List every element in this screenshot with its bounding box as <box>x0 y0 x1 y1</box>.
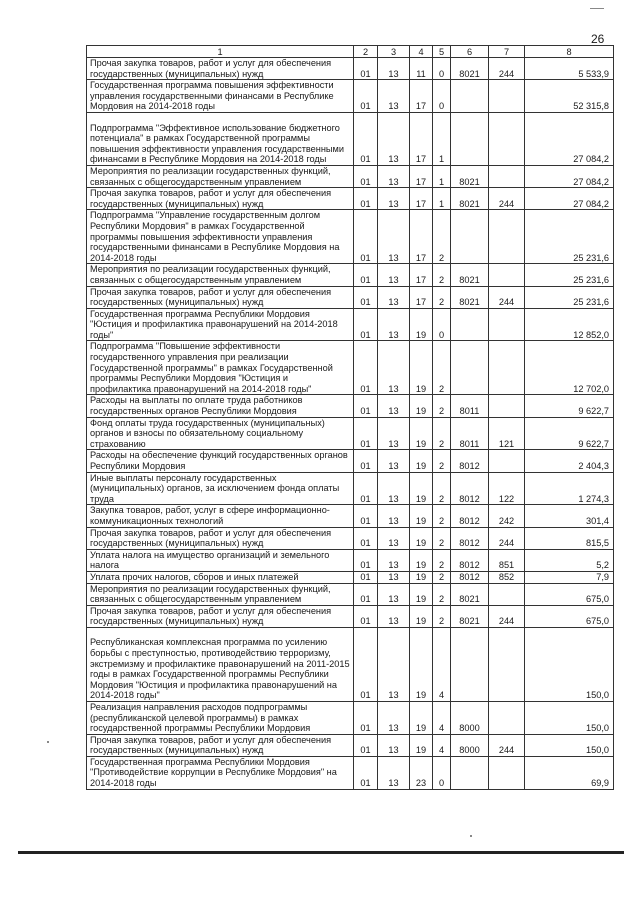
row-code-cell-4: 17 <box>410 188 433 210</box>
row-code-cell-5: 2 <box>433 472 451 505</box>
row-code-cell-7 <box>489 264 525 286</box>
header-col-8: 8 <box>525 46 614 58</box>
row-code-cell-4: 17 <box>410 112 433 165</box>
row-code-cell-5: 2 <box>433 395 451 417</box>
row-code-cell-6 <box>451 308 489 341</box>
row-code-cell-3: 13 <box>378 58 410 80</box>
row-code-cell-3: 13 <box>378 527 410 549</box>
row-code-cell-7: 242 <box>489 505 525 527</box>
row-amount-cell: 150,0 <box>525 701 614 734</box>
row-name-cell: Государственная программа Республики Мордовия "Юстиция и профилактика правонарушений на 2014-2018 годы" <box>87 308 354 341</box>
header-col-2: 2 <box>354 46 378 58</box>
header-col-1: 1 <box>87 46 354 58</box>
row-code-cell-3: 13 <box>378 165 410 187</box>
row-code-cell-3: 13 <box>378 505 410 527</box>
row-code-cell-4: 17 <box>410 80 433 113</box>
row-code-cell-2: 01 <box>354 58 378 80</box>
row-code-cell-4: 19 <box>410 417 433 450</box>
row-code-cell-3: 13 <box>378 286 410 308</box>
row-name-cell: Прочая закупка товаров, работ и услуг для обеспечения государственных (муниципальных) нужд <box>87 58 354 80</box>
row-code-cell-2: 01 <box>354 583 378 605</box>
row-code-cell-6: 8021 <box>451 188 489 210</box>
row-code-cell-3: 13 <box>378 112 410 165</box>
header-col-6: 6 <box>451 46 489 58</box>
row-name-cell: Закупка товаров, работ, услуг в сфере информационно-коммуникационных технологий <box>87 505 354 527</box>
scan-speck <box>590 8 604 9</box>
row-amount-cell: 675,0 <box>525 605 614 627</box>
row-name-cell: Прочая закупка товаров, работ и услуг для обеспечения государственных (муниципальных) нужд <box>87 527 354 549</box>
row-code-cell-2: 01 <box>354 571 378 583</box>
table-row <box>87 505 614 527</box>
row-code-cell-7: 851 <box>489 549 525 571</box>
row-amount-cell: 25 231,6 <box>525 264 614 286</box>
row-code-cell-2: 01 <box>354 549 378 571</box>
row-code-cell-6: 8000 <box>451 734 489 756</box>
row-code-cell-7 <box>489 756 525 789</box>
row-code-cell-6: 8011 <box>451 395 489 417</box>
row-code-cell-3: 13 <box>378 341 410 395</box>
row-code-cell-2: 01 <box>354 395 378 417</box>
row-code-cell-4: 17 <box>410 264 433 286</box>
row-code-cell-5: 2 <box>433 341 451 395</box>
table-row <box>87 605 614 627</box>
row-code-cell-3: 13 <box>378 756 410 789</box>
row-name-cell: Подпрограмма "Управление государственным долгом Республики Мордовия" в рамках Государственной программы повышения эффективности управления государственными финансами в Республике Мордовия на 2014-2018 годы <box>87 210 354 264</box>
table-row <box>87 264 614 286</box>
row-code-cell-2: 01 <box>354 112 378 165</box>
row-name-cell: Республиканская комплексная программа по усилению борьбы с преступностью, противодействию терроризму, экстремизму и профилактике правонарушений на 2011-2015 годы в рамках Государственной программы Республики Мордовия "Юстиция и профилактика правонарушений на 2014-2018 годы" <box>87 627 354 701</box>
row-code-cell-6: 8021 <box>451 165 489 187</box>
row-code-cell-5: 2 <box>433 210 451 264</box>
row-code-cell-4: 17 <box>410 286 433 308</box>
row-code-cell-5: 0 <box>433 80 451 113</box>
row-code-cell-3: 13 <box>378 605 410 627</box>
row-code-cell-2: 01 <box>354 264 378 286</box>
footer-rule <box>18 851 624 854</box>
row-name-cell: Подпрограмма "Эффективное использование бюджетного потенциала" в рамках Государственной программы повышения эффективности управления государственными финансами в Республике Мордовия на 2014-2018 годы <box>87 112 354 165</box>
row-code-cell-7 <box>489 80 525 113</box>
table-row <box>87 734 614 756</box>
row-code-cell-5: 2 <box>433 450 451 472</box>
row-code-cell-4: 19 <box>410 472 433 505</box>
row-code-cell-7 <box>489 165 525 187</box>
row-code-cell-3: 13 <box>378 549 410 571</box>
table-row <box>87 450 614 472</box>
row-code-cell-3: 13 <box>378 417 410 450</box>
row-code-cell-2: 01 <box>354 286 378 308</box>
row-code-cell-2: 01 <box>354 80 378 113</box>
row-code-cell-2: 01 <box>354 701 378 734</box>
table-row <box>87 188 614 210</box>
table-row <box>87 286 614 308</box>
table-row <box>87 210 614 264</box>
row-code-cell-6: 8021 <box>451 605 489 627</box>
row-amount-cell: 5 533,9 <box>525 58 614 80</box>
row-code-cell-5: 2 <box>433 605 451 627</box>
row-code-cell-5: 1 <box>433 188 451 210</box>
table-row <box>87 165 614 187</box>
row-code-cell-4: 19 <box>410 527 433 549</box>
table-row <box>87 417 614 450</box>
row-code-cell-7: 244 <box>489 286 525 308</box>
row-code-cell-5: 2 <box>433 505 451 527</box>
row-code-cell-5: 4 <box>433 734 451 756</box>
row-amount-cell: 12 702,0 <box>525 341 614 395</box>
page-number: 26 <box>591 32 605 46</box>
row-code-cell-6: 8012 <box>451 527 489 549</box>
table-row <box>87 80 614 113</box>
row-amount-cell: 69,9 <box>525 756 614 789</box>
row-code-cell-5: 4 <box>433 701 451 734</box>
row-code-cell-6: 8012 <box>451 549 489 571</box>
table-row <box>87 756 614 789</box>
row-code-cell-7: 852 <box>489 571 525 583</box>
row-code-cell-5: 2 <box>433 583 451 605</box>
row-amount-cell: 27 084,2 <box>525 188 614 210</box>
row-code-cell-6 <box>451 627 489 701</box>
row-code-cell-5: 1 <box>433 112 451 165</box>
row-code-cell-7: 244 <box>489 188 525 210</box>
row-code-cell-5: 2 <box>433 286 451 308</box>
row-code-cell-7 <box>489 583 525 605</box>
row-amount-cell: 150,0 <box>525 734 614 756</box>
table-row <box>87 549 614 571</box>
row-code-cell-3: 13 <box>378 583 410 605</box>
row-amount-cell: 27 084,2 <box>525 112 614 165</box>
row-amount-cell: 12 852,0 <box>525 308 614 341</box>
row-code-cell-6: 8021 <box>451 58 489 80</box>
row-code-cell-7 <box>489 627 525 701</box>
row-code-cell-6: 8012 <box>451 472 489 505</box>
row-amount-cell: 1 274,3 <box>525 472 614 505</box>
row-code-cell-6: 8000 <box>451 701 489 734</box>
row-name-cell: Прочая закупка товаров, работ и услуг для обеспечения государственных (муниципальных) нужд <box>87 286 354 308</box>
header-col-3: 3 <box>378 46 410 58</box>
row-code-cell-5: 2 <box>433 264 451 286</box>
row-code-cell-7 <box>489 112 525 165</box>
row-code-cell-7 <box>489 450 525 472</box>
row-code-cell-5: 4 <box>433 627 451 701</box>
row-code-cell-4: 19 <box>410 395 433 417</box>
row-code-cell-2: 01 <box>354 417 378 450</box>
row-code-cell-3: 13 <box>378 80 410 113</box>
row-code-cell-4: 19 <box>410 571 433 583</box>
row-name-cell: Уплата налога на имущество организаций и земельного налога <box>87 549 354 571</box>
row-code-cell-7: 244 <box>489 605 525 627</box>
table-row <box>87 571 614 583</box>
row-code-cell-7 <box>489 210 525 264</box>
row-code-cell-5: 2 <box>433 571 451 583</box>
row-code-cell-6 <box>451 112 489 165</box>
table-row <box>87 341 614 395</box>
row-code-cell-7 <box>489 395 525 417</box>
row-code-cell-6 <box>451 210 489 264</box>
row-code-cell-3: 13 <box>378 188 410 210</box>
row-name-cell: Уплата прочих налогов, сборов и иных платежей <box>87 571 354 583</box>
row-code-cell-3: 13 <box>378 264 410 286</box>
table-body <box>87 58 614 790</box>
row-code-cell-4: 19 <box>410 701 433 734</box>
row-amount-cell: 2 404,3 <box>525 450 614 472</box>
table-row <box>87 701 614 734</box>
row-code-cell-5: 0 <box>433 308 451 341</box>
row-code-cell-6: 8012 <box>451 450 489 472</box>
row-amount-cell: 25 231,6 <box>525 210 614 264</box>
row-code-cell-2: 01 <box>354 188 378 210</box>
table-row <box>87 627 614 701</box>
row-code-cell-4: 19 <box>410 450 433 472</box>
row-name-cell: Расходы на выплаты по оплате труда работников государственных органов Республики Мордовия <box>87 395 354 417</box>
row-amount-cell: 7,9 <box>525 571 614 583</box>
row-code-cell-7 <box>489 308 525 341</box>
row-amount-cell: 9 622,7 <box>525 395 614 417</box>
row-amount-cell: 150,0 <box>525 627 614 701</box>
row-code-cell-3: 13 <box>378 450 410 472</box>
row-code-cell-5: 0 <box>433 58 451 80</box>
row-code-cell-6: 8021 <box>451 286 489 308</box>
row-code-cell-3: 13 <box>378 308 410 341</box>
row-amount-cell: 25 231,6 <box>525 286 614 308</box>
row-amount-cell: 52 315,8 <box>525 80 614 113</box>
budget-table <box>86 45 614 790</box>
scan-speck <box>47 741 49 743</box>
scan-speck <box>470 835 472 837</box>
row-name-cell: Мероприятия по реализации государственных функций, связанных с общегосударственным управлением <box>87 583 354 605</box>
row-code-cell-5: 0 <box>433 756 451 789</box>
row-code-cell-2: 01 <box>354 165 378 187</box>
row-code-cell-2: 01 <box>354 756 378 789</box>
row-name-cell: Государственная программа Республики Мордовия "Противодействие коррупции в Республике Мордовия" на 2014-2018 годы <box>87 756 354 789</box>
table-row <box>87 58 614 80</box>
table-row <box>87 583 614 605</box>
row-code-cell-2: 01 <box>354 505 378 527</box>
row-amount-cell: 9 622,7 <box>525 417 614 450</box>
table-row <box>87 112 614 165</box>
row-code-cell-5: 1 <box>433 165 451 187</box>
row-code-cell-4: 17 <box>410 165 433 187</box>
row-code-cell-6: 8021 <box>451 583 489 605</box>
row-name-cell: Мероприятия по реализации государственных функций, связанных с общегосударственным управлением <box>87 264 354 286</box>
row-amount-cell: 675,0 <box>525 583 614 605</box>
row-amount-cell: 5,2 <box>525 549 614 571</box>
row-code-cell-4: 17 <box>410 210 433 264</box>
row-name-cell: Реализация направления расходов подпрограммы (республиканской целевой программы) в рамках государственной программы Республики Мордовия <box>87 701 354 734</box>
row-code-cell-3: 13 <box>378 734 410 756</box>
row-name-cell: Мероприятия по реализации государственных функций, связанных с общегосударственным управлением <box>87 165 354 187</box>
row-code-cell-6: 8011 <box>451 417 489 450</box>
row-code-cell-5: 2 <box>433 527 451 549</box>
row-code-cell-3: 13 <box>378 701 410 734</box>
table-row <box>87 395 614 417</box>
row-code-cell-7: 244 <box>489 58 525 80</box>
row-code-cell-3: 13 <box>378 472 410 505</box>
row-code-cell-2: 01 <box>354 210 378 264</box>
row-code-cell-2: 01 <box>354 734 378 756</box>
row-code-cell-2: 01 <box>354 605 378 627</box>
row-amount-cell: 301,4 <box>525 505 614 527</box>
table-row <box>87 308 614 341</box>
table-row <box>87 472 614 505</box>
row-code-cell-3: 13 <box>378 210 410 264</box>
header-col-4: 4 <box>410 46 433 58</box>
row-code-cell-6: 8012 <box>451 571 489 583</box>
row-code-cell-7 <box>489 701 525 734</box>
row-code-cell-5: 2 <box>433 417 451 450</box>
row-code-cell-4: 19 <box>410 308 433 341</box>
row-code-cell-2: 01 <box>354 308 378 341</box>
row-code-cell-4: 19 <box>410 734 433 756</box>
row-code-cell-4: 19 <box>410 605 433 627</box>
row-code-cell-3: 13 <box>378 395 410 417</box>
row-name-cell: Иные выплаты персоналу государственных (муниципальных) органов, за исключением фонда оплаты труда <box>87 472 354 505</box>
row-code-cell-3: 13 <box>378 571 410 583</box>
table-row <box>87 527 614 549</box>
row-amount-cell: 815,5 <box>525 527 614 549</box>
header-col-5: 5 <box>433 46 451 58</box>
row-code-cell-4: 19 <box>410 627 433 701</box>
row-code-cell-6 <box>451 756 489 789</box>
row-code-cell-2: 01 <box>354 472 378 505</box>
row-code-cell-4: 23 <box>410 756 433 789</box>
row-name-cell: Фонд оплаты труда государственных (муниципальных) органов и взносы по обязательному социальному страхованию <box>87 417 354 450</box>
row-name-cell: Прочая закупка товаров, работ и услуг для обеспечения государственных (муниципальных) нужд <box>87 605 354 627</box>
row-name-cell: Прочая закупка товаров, работ и услуг для обеспечения государственных (муниципальных) нужд <box>87 734 354 756</box>
row-code-cell-2: 01 <box>354 527 378 549</box>
row-code-cell-4: 19 <box>410 505 433 527</box>
row-code-cell-2: 01 <box>354 450 378 472</box>
table-header-row <box>87 46 614 58</box>
row-name-cell: Подпрограмма "Повышение эффективности государственного управления при реализации Государственной программы" в рамках Государственной программы Республики Мордовия "Юстиция и профилактика правонарушений на 2014-2018 годы" <box>87 341 354 395</box>
row-name-cell: Государственная программа повышения эффективности управления государственными финансами в Республике Мордовия на 2014-2018 годы <box>87 80 354 113</box>
budget-table-wrapper <box>86 45 613 790</box>
row-code-cell-4: 19 <box>410 583 433 605</box>
row-code-cell-7: 244 <box>489 734 525 756</box>
row-name-cell: Расходы на обеспечение функций государственных органов Республики Мордовия <box>87 450 354 472</box>
row-code-cell-4: 11 <box>410 58 433 80</box>
row-code-cell-5: 2 <box>433 549 451 571</box>
row-code-cell-6 <box>451 80 489 113</box>
row-code-cell-7 <box>489 341 525 395</box>
row-code-cell-2: 01 <box>354 627 378 701</box>
row-code-cell-6: 8012 <box>451 505 489 527</box>
row-code-cell-7: 244 <box>489 527 525 549</box>
row-amount-cell: 27 084,2 <box>525 165 614 187</box>
row-code-cell-4: 19 <box>410 549 433 571</box>
header-col-7: 7 <box>489 46 525 58</box>
row-code-cell-3: 13 <box>378 627 410 701</box>
row-code-cell-6: 8021 <box>451 264 489 286</box>
row-name-cell: Прочая закупка товаров, работ и услуг для обеспечения государственных (муниципальных) нужд <box>87 188 354 210</box>
row-code-cell-7: 121 <box>489 417 525 450</box>
row-code-cell-2: 01 <box>354 341 378 395</box>
row-code-cell-6 <box>451 341 489 395</box>
row-code-cell-4: 19 <box>410 341 433 395</box>
row-code-cell-7: 122 <box>489 472 525 505</box>
